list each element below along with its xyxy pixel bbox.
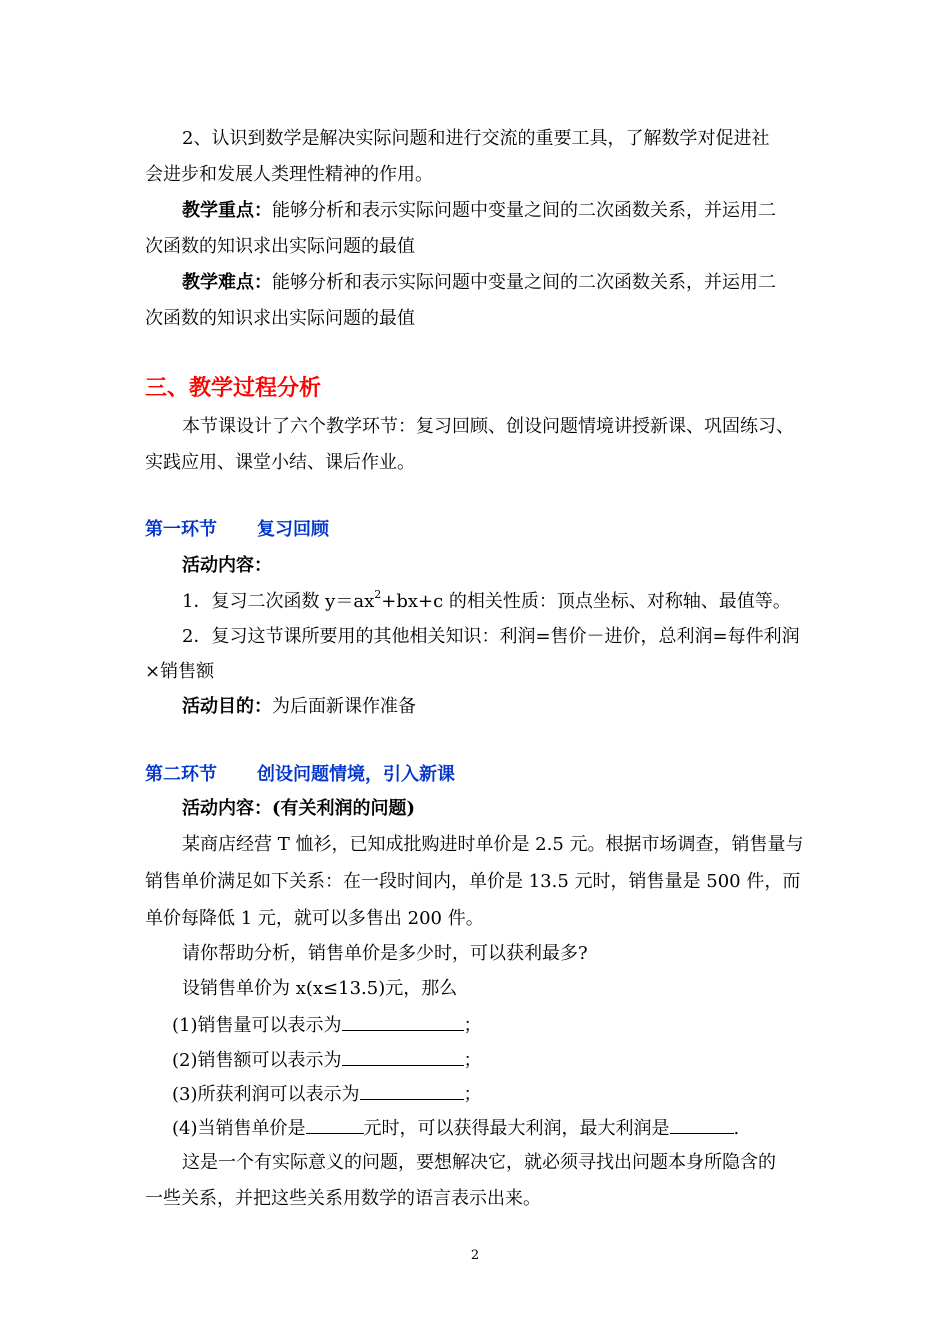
difficulty-text: 能够分析和表示实际问题中变量之间的二次函数关系，并运用二 <box>272 272 776 293</box>
question-4 <box>172 1115 837 1141</box>
question-4-text-b: 元时，可以获得最大利润，最大利润是 <box>363 1118 670 1139</box>
closing-line1: 这是一个有实际意义的问题，要想解决它，就必须寻找出问题本身所隐含的 <box>182 1152 776 1173</box>
answer-blank-3[interactable] <box>360 1081 464 1100</box>
key-point-line1 <box>182 199 847 223</box>
semicolon: ； <box>463 1050 482 1071</box>
stage1-content-label: 活动内容： <box>182 555 272 576</box>
question-2-text: (2)销售额可以表示为 <box>172 1050 342 1071</box>
section-intro-line2: 实践应用、课堂小结、课后作业。 <box>145 452 415 473</box>
stage1-title: 第一环节 <box>145 519 217 540</box>
section-intro-line1: 本节课设计了六个教学环节：复习回顾、创设问题情境讲授新课、巩固练习、 <box>182 416 794 437</box>
difficulty-line1 <box>182 271 847 295</box>
problem-line2: 销售单价满足如下关系：在一段时间内，单价是 13.5 元时，销售量是 500 件，而 <box>145 871 801 892</box>
question-2 <box>172 1047 837 1073</box>
question-3 <box>172 1081 837 1107</box>
stage2-heading <box>145 763 810 787</box>
section-heading: 三、教学过程分析 <box>145 375 322 401</box>
question-3-text: (3)所获利润可以表示为 <box>172 1084 360 1105</box>
problem-line3: 单价每降低 1 元，就可以多售出 200 件。 <box>145 908 484 929</box>
page-number: 2 <box>470 1248 480 1263</box>
stage2-subtitle: 创设问题情境，引入新课 <box>257 764 455 785</box>
question-4-text-a: (4)当销售单价是 <box>172 1118 306 1139</box>
difficulty-label: 教学难点： <box>182 272 272 293</box>
semicolon: ； <box>463 1084 482 1105</box>
answer-blank-1[interactable] <box>342 1012 464 1031</box>
problem-question: 请你帮助分析，销售单价是多少时，可以获利最多? <box>182 943 588 964</box>
closing-line2: 一些关系，并把这些关系用数学的语言表示出来。 <box>145 1188 541 1209</box>
key-point-text: 能够分析和表示实际问题中变量之间的二次函数关系，并运用二 <box>272 200 776 221</box>
question-1 <box>172 1012 837 1038</box>
key-point-line2: 次函数的知识求出实际问题的最值 <box>145 236 415 257</box>
goal-item-2-line1: 2、认识到数学是解决实际问题和进行交流的重要工具，了解数学对促进社 <box>182 128 770 149</box>
stage1-item1-post: +bx+c 的相关性质：顶点坐标、对称轴、最值等。 <box>381 591 791 612</box>
stage1-item1 <box>182 590 847 614</box>
stage1-goal-text: 为后面新课作准备 <box>272 696 416 717</box>
stage1-subtitle: 复习回顾 <box>257 519 329 540</box>
answer-blank-4a[interactable] <box>306 1115 364 1134</box>
goal-item-2-line2: 会进步和发展人类理性精神的作用。 <box>145 164 433 185</box>
stage2-title: 第二环节 <box>145 764 217 785</box>
problem-setup: 设销售单价为 x(x≤13.5)元，那么 <box>182 978 458 999</box>
period: . <box>733 1118 740 1139</box>
answer-blank-4b[interactable] <box>670 1115 734 1134</box>
stage1-heading <box>145 518 810 542</box>
answer-blank-2[interactable] <box>342 1047 464 1066</box>
problem-line1: 某商店经营 T 恤衫，已知成批购进时单价是 2.5 元。根据市场调查，销售量与 <box>182 834 804 855</box>
difficulty-line2: 次函数的知识求出实际问题的最值 <box>145 308 415 329</box>
stage2-content-label: 活动内容：(有关利润的问题) <box>182 798 416 819</box>
stage1-goal <box>182 695 847 719</box>
stage1-item2-line1: 2．复习这节课所要用的其他相关知识：利润=售价－进价，总利润=每件利润 <box>182 626 800 647</box>
stage1-goal-label: 活动目的： <box>182 696 272 717</box>
stage1-item2-line2: ×销售额 <box>145 661 215 682</box>
semicolon: ； <box>463 1015 482 1036</box>
key-point-label: 教学重点： <box>182 200 272 221</box>
question-1-text: (1)销售量可以表示为 <box>172 1015 342 1036</box>
exponent: 2 <box>374 588 382 601</box>
stage1-item1-pre: 1．复习二次函数 y＝ax <box>182 591 375 612</box>
